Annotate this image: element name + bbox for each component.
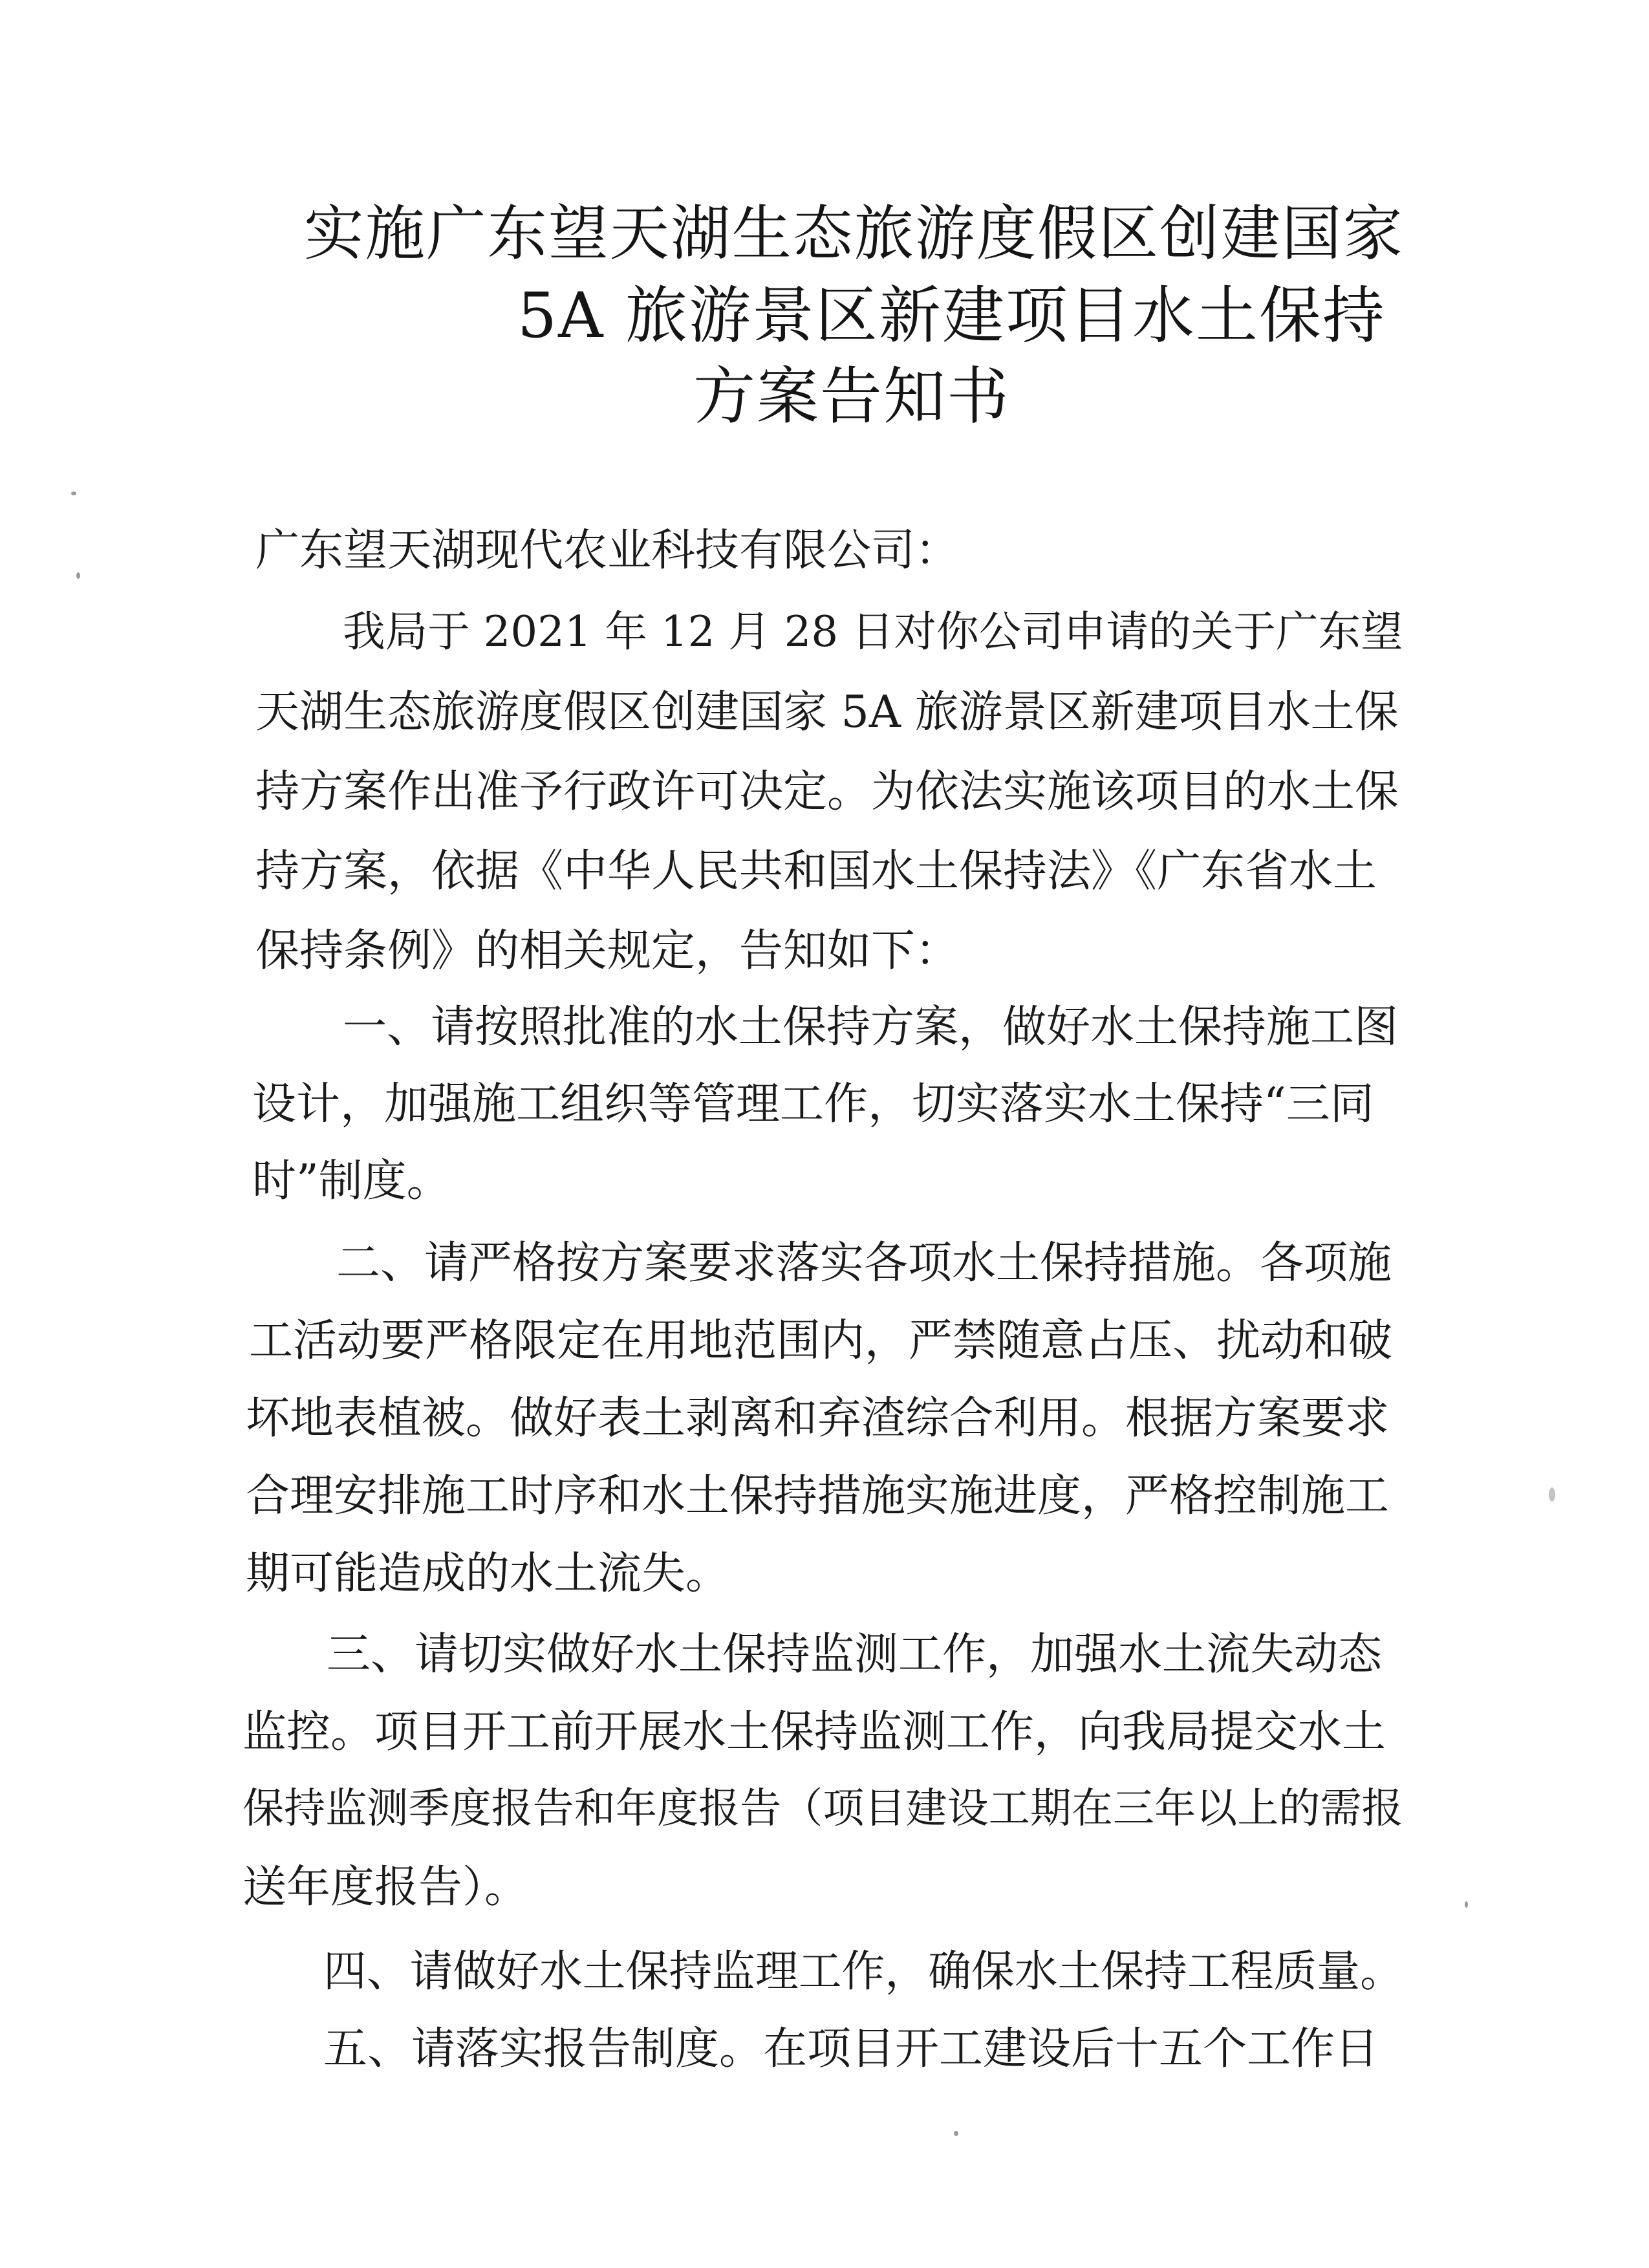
item-2-line-3: 坏地表植被。做好表土剥离和弃渣综合利用。根据方案要求 <box>246 1393 1390 1444</box>
item-3-line-1: 三、请切实做好水土保持监测工作，加强水土流失动态 <box>327 1629 1383 1680</box>
scan-speck <box>76 572 80 579</box>
item-2-line-1: 二、请严格按方案要求落实各项水土保持措施。各项施 <box>336 1238 1392 1289</box>
addressee: 广东望天湖现代农业科技有限公司： <box>255 525 960 576</box>
document-title-line-2: 5A 旅游景区新建项目水土保持 <box>517 279 1386 352</box>
intro-line-3: 持方案作出准予行政许可决定。为依法实施该项目的水土保 <box>255 766 1399 817</box>
scan-speck <box>1549 1487 1555 1502</box>
item-1-line-3: 时”制度。 <box>252 1156 451 1207</box>
item-4-line-1: 四、请做好水土保持监理工作，确保水土保持工程质量。 <box>323 1946 1403 1996</box>
item-2-line-5: 期可能造成的水土流失。 <box>246 1548 730 1599</box>
scan-speck <box>71 491 76 495</box>
item-1-line-1: 一、请按照批准的水土保持方案，做好水土保持施工图 <box>343 1002 1399 1053</box>
item-3-line-4: 送年度报告）。 <box>242 1862 529 1913</box>
item-3-line-2: 监控。项目开工前开展水土保持监测工作，向我局提交水土 <box>242 1707 1386 1758</box>
intro-line-1: 我局于 2021 年 12 月 28 日对你公司申请的关于广东望 <box>343 607 1403 656</box>
item-2-line-4: 合理安排施工时序和水土保持措施实施进度，严格控制施工 <box>246 1471 1390 1522</box>
intro-line-2: 天湖生态旅游度假区创建国家 5A 旅游景区新建项目水土保 <box>255 687 1399 738</box>
item-5-line-1: 五、请落实报告制度。在项目开工建设后十五个工作日 <box>323 2024 1379 2075</box>
document-title-line-3: 方案告知书 <box>693 360 1010 433</box>
intro-line-5: 保持条例》的相关规定，告知如下： <box>255 925 960 977</box>
item-3-line-3: 保持监测季度报告和年度报告（项目建设工期在三年以上的需报 <box>242 1785 1403 1833</box>
document-title-line-1: 实施广东望天湖生态旅游度假区创建国家 <box>304 199 1404 268</box>
item-2-line-2: 工活动要严格限定在用地范围内，严禁随意占压、扰动和破 <box>249 1315 1393 1366</box>
intro-line-4: 持方案，依据《中华人民共和国水土保持法》《广东省水土 <box>255 846 1377 897</box>
item-1-line-2: 设计，加强施工组织等管理工作，切实落实水土保持“三同 <box>252 1079 1374 1130</box>
scan-speck <box>1465 1901 1468 1908</box>
scan-speck <box>954 2131 958 2136</box>
